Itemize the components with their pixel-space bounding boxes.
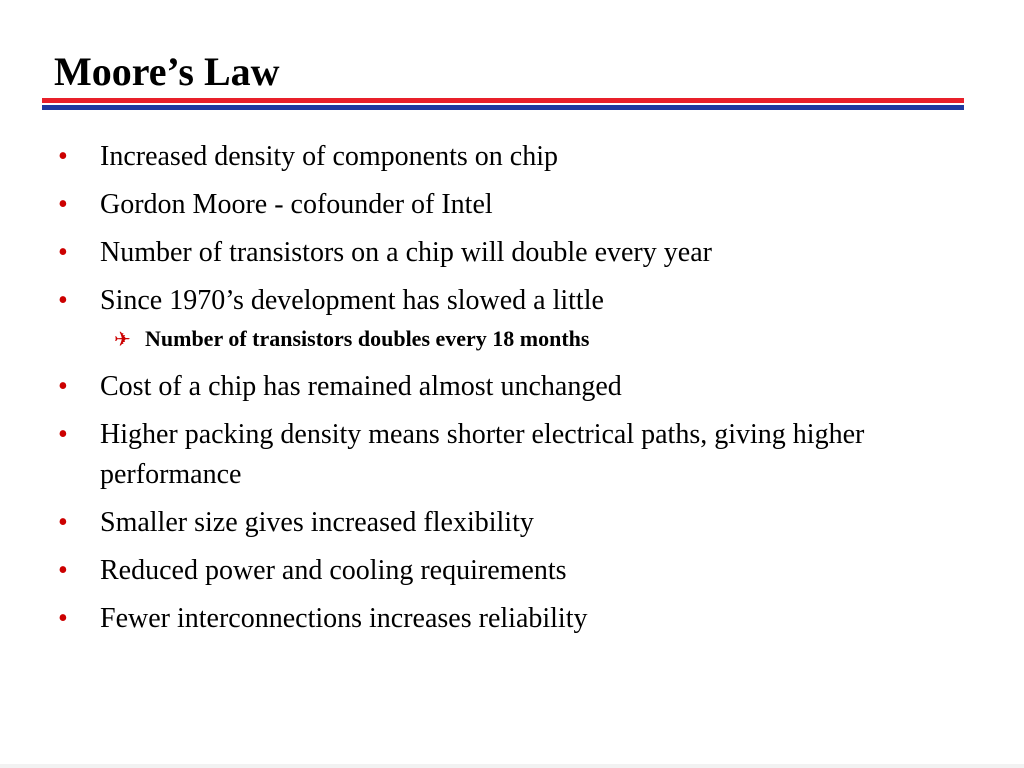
airplane-icon: ✈ — [114, 327, 131, 351]
bullet-item — [58, 281, 958, 321]
bullet-text: Number of transistors on a chip will double every year — [100, 237, 712, 268]
bullet-item — [58, 503, 958, 543]
bullet-item — [58, 233, 958, 273]
bullet-text: Increased density of components on chip — [100, 141, 558, 172]
bottom-band — [0, 764, 1024, 768]
bullet-text: Fewer interconnections increases reliability — [100, 603, 588, 634]
bullet-item — [58, 415, 958, 495]
bullet-dot-icon: • — [58, 507, 68, 538]
bullet-dot-icon: • — [58, 371, 68, 402]
bullet-text: Since 1970’s development has slowed a little — [100, 285, 604, 316]
bullet-text: Reduced power and cooling requirements — [100, 555, 567, 586]
sub-bullet-item — [58, 325, 958, 353]
bullet-item — [58, 367, 958, 407]
title-underline-blue — [42, 105, 964, 110]
bullet-list — [58, 137, 958, 647]
bullet-text: Higher packing density means shorter electrical paths, giving higher performance — [100, 419, 865, 490]
bullet-dot-icon: • — [58, 237, 68, 268]
slide-title: Moore’s Law — [54, 49, 280, 94]
bullet-text: Gordon Moore - cofounder of Intel — [100, 189, 493, 220]
bullet-item — [58, 137, 958, 177]
bullet-dot-icon: • — [58, 285, 68, 316]
bullet-item — [58, 185, 958, 225]
bullet-item — [58, 599, 958, 639]
bullet-text: Smaller size gives increased flexibility — [100, 507, 534, 538]
sub-bullet-text: Number of transistors doubles every 18 months — [145, 326, 590, 351]
bullet-dot-icon: • — [58, 189, 68, 220]
bullet-dot-icon: • — [58, 141, 68, 172]
bullet-item — [58, 551, 958, 591]
bullet-text: Cost of a chip has remained almost unchanged — [100, 371, 622, 402]
bullet-dot-icon: • — [58, 555, 68, 586]
bullet-dot-icon: • — [58, 419, 68, 450]
bullet-dot-icon: • — [58, 603, 68, 634]
